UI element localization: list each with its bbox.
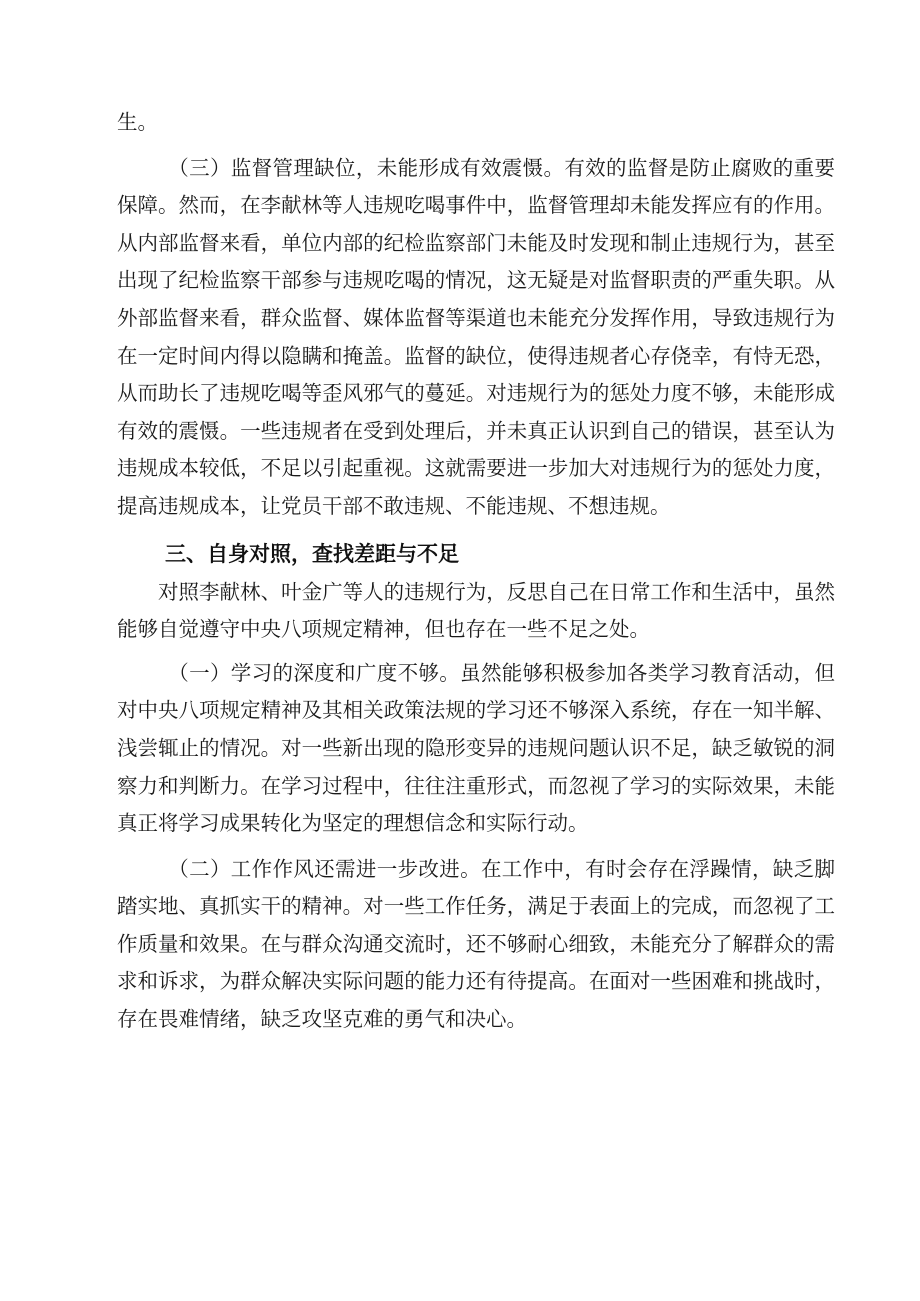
- paragraph-self-reflection-intro: 对照李献林、叶金广等人的违规行为，反思自己在日常工作和生活中，虽然能够自觉遵守中央八项规定精神，但也存在一些不足之处。: [117, 579, 835, 642]
- paragraph-continuation: 生。: [117, 110, 158, 134]
- paragraph-supervision: （三）监督管理缺位，未能形成有效震慑。有效的监督是防止腐败的重要保障。然而，在李献林等人违规吃喝事件中，监督管理却未能发挥应有的作用。从内部监督来看，单位内部的纪检监察部门未能及时发现和制止违规行为，甚至出现了纪检监察干部参与违规吃喝的情况，这无疑是对监督职责的严重失职。从外部监督来看，群众监督、媒体监督等渠道也未能充分发挥作用，导致违规行为在一定时间内得以隐瞒和掩盖。监督的缺位，使得违规者心存侥幸，有恃无恐，从而助长了违规吃喝等歪风邪气的蔓延。对违规行为的惩处力度不够，未能形成有效的震慑。一些违规者在受到处理后，并未真正认识到自己的错误，甚至认为违规成本较低，不足以引起重视。这就需要进一步加大对违规行为的惩处力度，提高违规成本，让党员干部不敢违规、不能违规、不想违规。: [117, 155, 835, 518]
- section-heading-3: 三、自身对照，查找差距与不足: [165, 541, 459, 566]
- document-body: [117, 104, 835, 1039]
- paragraph-work-style: （二）工作作风还需进一步改进。在工作中，有时会存在浮躁情，缺乏脚踏实地、真抓实干的精神。对一些工作任务，满足于表面上的完成，而忽视了工作质量和效果。在与群众沟通交流时，还不够耐心细致，未能充分了解群众的需求和诉求，为群众解决实际问题的能力还有待提高。在面对一些困难和挑战时，存在畏难情绪，缺乏攻坚克难的勇气和决心。: [117, 856, 835, 1032]
- paragraph-study-depth: （一）学习的深度和广度不够。虽然能够积极参加各类学习教育活动，但对中央八项规定精神及其相关政策法规的学习还不够深入系统，存在一知半解、浅尝辄止的情况。对一些新出现的隐形变异的违规问题认识不足，缺乏敏锐的洞察力和判断力。在学习过程中，往往注重形式，而忽视了学习的实际效果，未能真正将学习成果转化为坚定的理想信念和实际行动。: [117, 660, 835, 836]
